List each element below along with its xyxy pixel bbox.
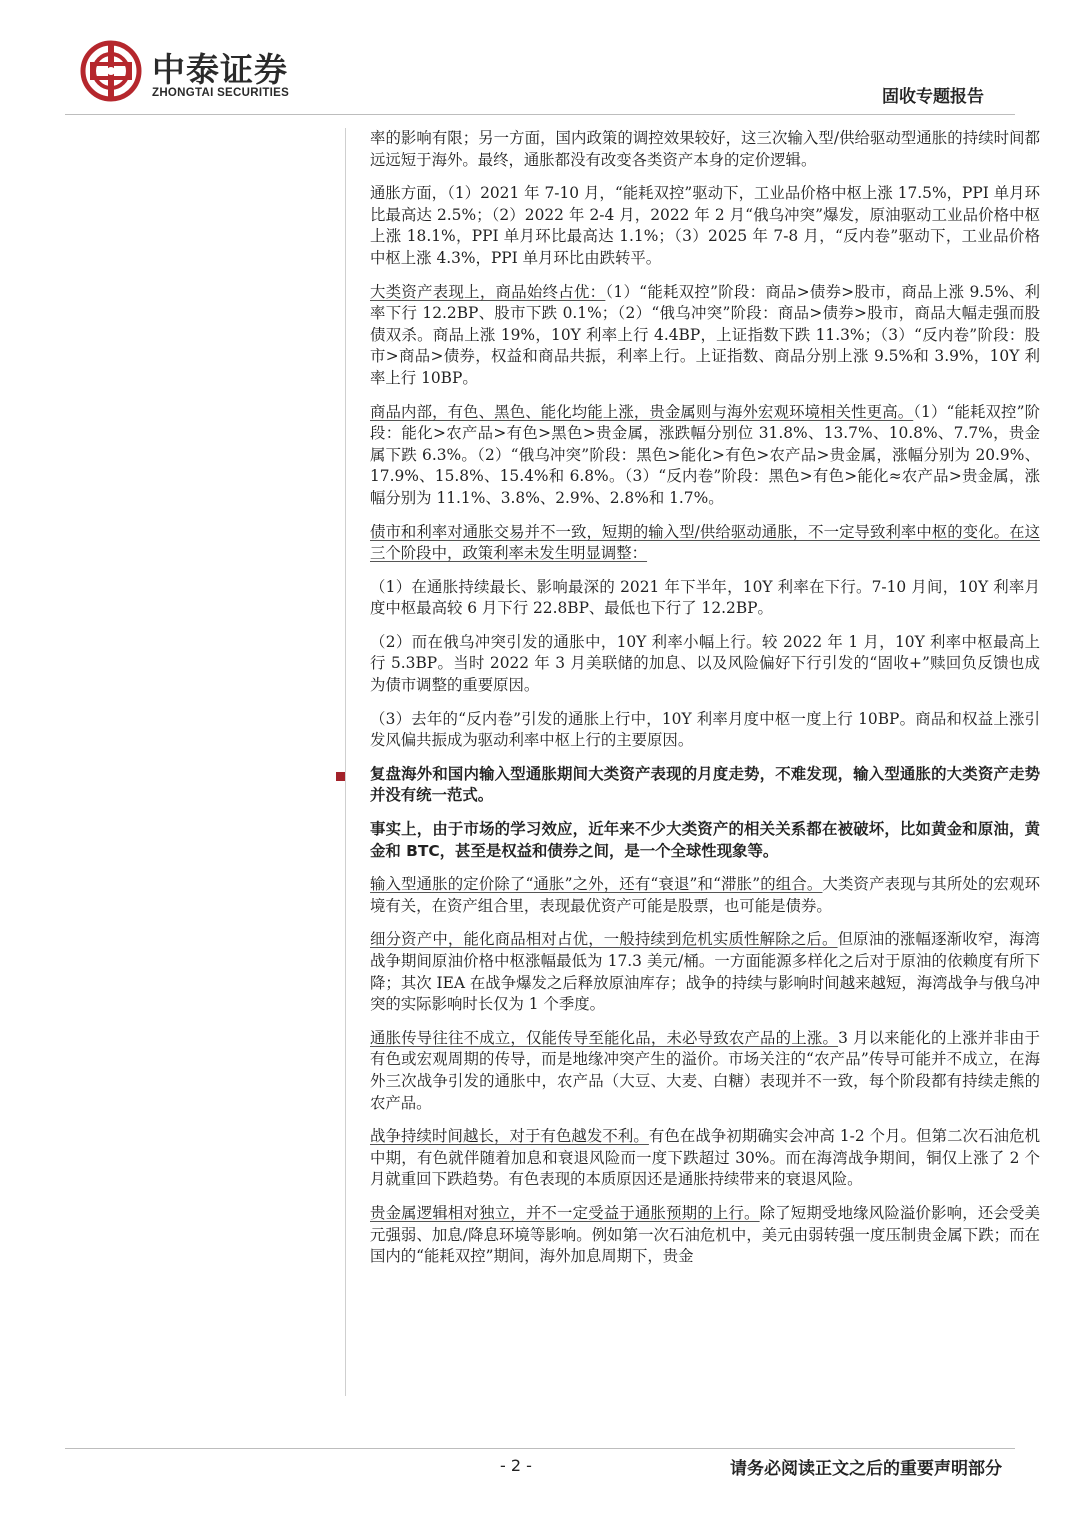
paragraph-block: [370, 1126, 1040, 1191]
body-paragraph: [370, 128, 1040, 171]
underlined-key-point: 大类资产表现上，商品始终占优：: [370, 282, 606, 301]
paragraph-text: 大类资产表现与其所处的宏观环境有关，在资产组合里，表现最优资产可能是股票，也可能是债券。: [370, 875, 1040, 915]
body-paragraph: [370, 929, 1040, 1015]
body-paragraph: [370, 402, 1040, 510]
report-type-label: 固收专题报告: [882, 87, 984, 107]
paragraph-block: [370, 874, 1040, 917]
paragraph-text: 复盘海外和国内输入型通胀期间大类资产表现的月度走势，不难发现，输入型通胀的大类资产走势并没有统一范式。: [370, 764, 1040, 805]
body-paragraph: [370, 632, 1040, 697]
paragraph-block: [370, 819, 1040, 862]
body-paragraph: [370, 282, 1040, 390]
body-paragraph: [370, 183, 1040, 269]
paragraph-block: [370, 709, 1040, 752]
body-paragraph: [370, 709, 1040, 752]
paragraph-text: （1）“能耗双控”阶段：能化>农产品>有色>黑色>贵金属，涨跌幅分别位 31.8%、13.7%、10.8%、7.7%，贵金属下跌 6.3%。（2）“俄乌冲突”阶段：黑色>能化>有色>农产品>贵金属，涨幅分别为 20.9%、17.9%、15.8%、15.4%和 6.8%。（3）“反内卷”阶段：黑色>有色>能化≈农产品>贵金属，涨幅分别为 11.1%、3.8%、2.9%、2.8%和 1.7%。: [370, 402, 1040, 507]
body-paragraph: [370, 1203, 1040, 1268]
paragraph-block: [370, 402, 1040, 510]
underlined-key-point: 输入型通胀的定价除了“通胀”之外，还有“衰退”和“滞胀”的组合。: [370, 875, 823, 894]
paragraph-text: 通胀方面，（1）2021 年 7-10 月，“能耗双控”驱动下，工业品价格中枢上涨 17.5%，PPI 单月环比最高达 2.5%；（2）2022 年 2-4 月，2022 年 2 月“俄乌冲突”爆发，原油驱动工业品价格中枢上涨 18.1%，PPI 单月环比最高达 1.1%；（3）2025 年 7-8 月，“反内卷”驱动下，工业品价格中枢上涨 4.3%，PPI 单月环比由跌转平。: [370, 184, 1040, 267]
paragraph-block: [370, 522, 1040, 565]
paragraph-text: （1）在通胀持续最长、影响最深的 2021 年下半年，10Y 利率在下行。7-10 月间，10Y 利率月度中枢最高较 6 月下行 22.8BP、最低也下行了 12.2BP。: [370, 577, 1040, 618]
paragraph-text: 3 月以来能化的上涨并非由于有色或宏观周期的传导，而是地缘冲突产生的溢价。市场关注的“农产品”传导可能并不成立，在海外三次战争引发的通胀中，农产品（大豆、大麦、白糖）表现并不一致，每个阶段都有持续走熊的农产品。: [370, 1028, 1040, 1112]
paragraph-text: 除了短期受地缘风险溢价影响，还会受美元强弱、加息/降息环境等影响。例如第一次石油危机中，美元由弱转强一度压制贵金属下跌；而在国内的“能耗双控”期间，海外加息周期下，贵金: [370, 1203, 1040, 1266]
body-paragraph: [370, 1028, 1040, 1114]
body-paragraph: [370, 1126, 1040, 1191]
brand-name-cn: 中泰证券: [152, 50, 288, 89]
underlined-key-point: 战争持续时间越长，对于有色越发不利。: [370, 1127, 649, 1146]
page-number: - 2 -: [500, 1456, 532, 1475]
left-margin-rule: [345, 128, 346, 1396]
underlined-key-point: 细分资产中，能化商品相对占优，一般持续到危机实质性解除之后。: [370, 930, 838, 949]
header-divider: [65, 114, 1015, 115]
brand-name-en: ZHONGTAI SECURITIES: [152, 87, 290, 99]
disclaimer-notice: 请务必阅读正文之后的重要声明部分: [730, 1459, 1002, 1479]
paragraph-block: [370, 183, 1040, 269]
paragraph-text: 事实上，由于市场的学习效应，近年来不少大类资产的相关关系都在被破坏，比如黄金和原油，黄金和 BTC，甚至是权益和债券之间，是一个全球性现象等。: [370, 820, 1040, 860]
zhongtai-logo: [80, 40, 142, 102]
underlined-key-point: 商品内部，有色、黑色、能化均能上涨，贵金属则与海外宏观环境相关性更高。: [370, 402, 914, 421]
paragraph-text: （1）“能耗双控”阶段：商品>债券>股市，商品上涨 9.5%、利率下行 12.2BP、股市下跌 0.1%；（2）“俄乌冲突”阶段：商品>债券>股市，商品大幅走强而股债双杀。商品上涨 19%，10Y 利率上行 4.4BP，上证指数下跌 11.3%；（3）“反内卷”阶段：股市>商品>债券，权益和商品共振，利率上行。上证指数、商品分别上涨 9.5%和 3.9%，10Y 利率上行 10BP。: [370, 282, 1040, 387]
paragraph-text: 率的影响有限；另一方面，国内政策的调控效果较好，这三次输入型/供给驱动型通胀的持续时间都远远短于海外。最终，通胀都没有改变各类资产本身的定价逻辑。: [370, 129, 1040, 169]
underlined-key-point: 通胀传导往往不成立，仅能传导至能化品，未必导致农产品的上涨。: [370, 1028, 839, 1047]
body-paragraph: [370, 764, 1040, 807]
paragraph-block: [370, 282, 1040, 390]
body-paragraph: [370, 819, 1040, 862]
paragraph-block: [370, 1203, 1040, 1268]
paragraph-block: [370, 764, 1040, 807]
underlined-key-point: 贵金属逻辑相对独立，并不一定受益于通胀预期的上行。: [370, 1203, 760, 1222]
paragraph-text: 但原油的涨幅逐渐收窄，海湾战争期间原油价格中枢涨幅最低为 17.3 美元/桶。一方面能源多样化之后对于原油的依赖度有所下降；其次 IEA 在战争爆发之后释放原油库存；战争的持续与影响时间越来越短，海湾战争与俄乌冲突的实际影响时长仅为 1 个季度。: [370, 930, 1040, 1014]
paragraph-text: （2）而在俄乌冲突引发的通胀中，10Y 利率小幅上行。较 2022 年 1 月，10Y 利率中枢最高上行 5.3BP。当时 2022 年 3 月美联储的加息、以及风险偏好下行引发的“固收+”赎回负反馈也成为债市调整的重要原因。: [370, 632, 1040, 695]
body-paragraph: [370, 874, 1040, 917]
paragraph-block: [370, 929, 1040, 1015]
underlined-key-point: 债市和利率对通胀交易并不一致，短期的输入型/供给驱动通胀，不一定导致利率中枢的变化。在这三个阶段中，政策利率未发生明显调整：: [370, 522, 1040, 563]
bullet-square-icon: [336, 772, 345, 781]
paragraph-block: [370, 1028, 1040, 1114]
paragraph-text: （3）去年的“反内卷”引发的通胀上行中，10Y 利率月度中枢一度上行 10BP。商品和权益上涨引发风偏共振成为驱动利率中枢上行的主要原因。: [370, 709, 1040, 750]
report-body: [370, 128, 1040, 1280]
body-paragraph: [370, 522, 1040, 565]
paragraph-block: [370, 577, 1040, 620]
paragraph-text: 有色在战争初期确实会冲高 1-2 个月。但第二次石油危机中期，有色就伴随着加息和衰退风险而一度下跌超过 30%。而在海湾战争期间，铜仅上涨了 2 个月就重回下跌趋势。有色表现的本质原因还是通胀持续带来的衰退风险。: [370, 1127, 1040, 1189]
footer-divider: [65, 1448, 1015, 1449]
body-paragraph: [370, 577, 1040, 620]
paragraph-block: [370, 128, 1040, 171]
paragraph-block: [370, 632, 1040, 697]
